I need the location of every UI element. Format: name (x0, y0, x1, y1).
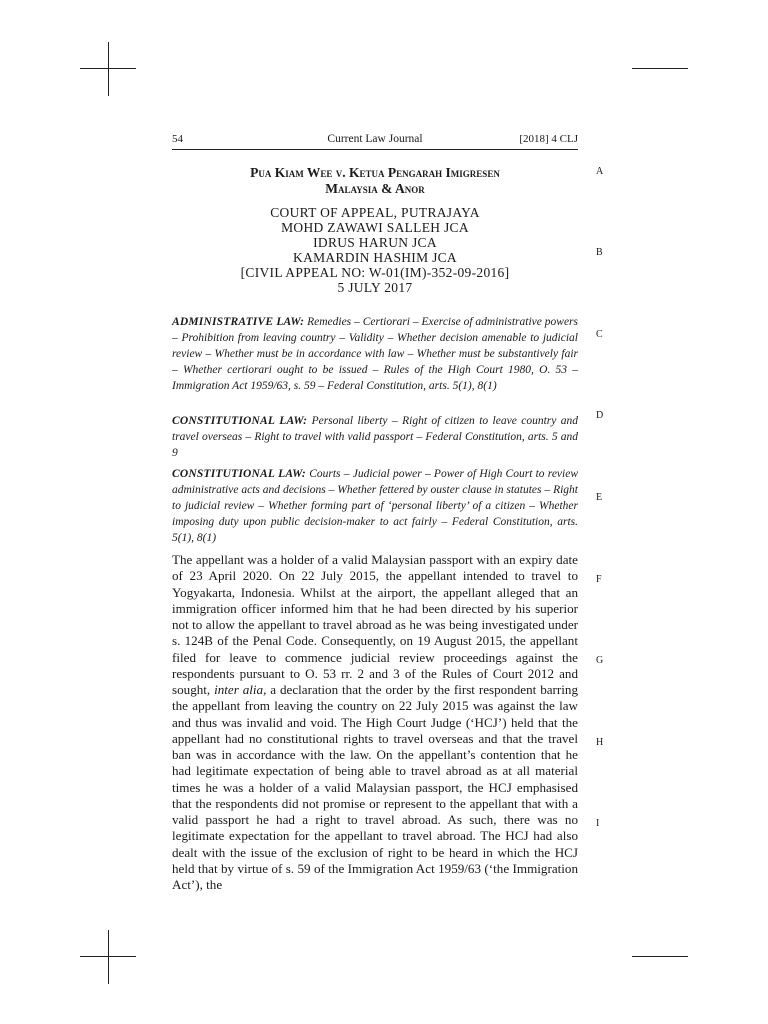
catchword-paragraph-3 (172, 466, 578, 546)
header-rule (172, 149, 578, 150)
case-title-line-2: Malaysia & Anor (325, 181, 425, 196)
catchword-text: Personal liberty – Right of citizen to leave country and travel overseas – Right to travel with valid passport – Federal Constitution, arts. 5 and 9 (172, 415, 579, 460)
margin-letter-d: D (596, 410, 604, 421)
running-header (172, 131, 578, 147)
body-text-part-2: , a declaration that the order by the first respondent barring the appellant from leaving the country on 22 July 2015 was against the law and thus was invalid and void. The High Court Judge (‘HCJ’) held that the appellant had no constitutional rights to travel overseas and that the travel ban was in accordance with the law. On the appellant’s contention that he had legitimate expectation of being able to travel abroad as at all material times he was a holder of a valid Malaysian passport, the HCJ emphasised that the respondents did not promise or represent to the appellant that with a valid passport he had a right to travel abroad. As such, there was no legitimate expectation for the appellant to travel abroad. The HCJ had also dealt with the issue of the exclusion of right to be heard in which the HCJ held that by virtue of s. 59 of the Immigration Act 1959/63 (‘the Immigration Act’), the (172, 682, 578, 892)
catchword-heading: ADMINISTRATIVE LAW: (172, 316, 305, 328)
margin-letter-e: E (596, 492, 603, 503)
catchword-text: Remedies – Certiorari – Exercise of administrative powers – Prohibition from leaving country – Validity – Whether decision amenable to judicial review – Whether must be in accordance with law – Whether must be substantively fair – Whether certiorari ought to be issued – Rules of the High Court 1980, O. 53 – Immigration Act 1959/63, s. 59 – Federal Constitution, arts. 5(1), 8(1) (172, 316, 578, 393)
citation: [2018] 4 CLJ (519, 133, 578, 145)
crop-mark-top-right-horizontal (632, 68, 688, 69)
body-text-part-1: The appellant was a holder of a valid Malaysian passport with an expiry date of 23 April 2020. On 22 July 2015, the appellant intended to travel to Yogyakarta, Indonesia. Whilst at the airport, the appellant alleged that an immigration officer informed him that he had been directed by his superior not to allow the appellant to travel abroad as he was being investigated under s. 124B of the Penal Code. Consequently, on 19 August 2015, the appellant filed for leave to commence judicial review proceedings against the respondents pursuant to O. 53 rr. 2 and 3 of the Rules of Court 2012 and sought, (172, 552, 578, 697)
judge-3: KAMARDIN HASHIM JCA (293, 250, 457, 265)
catchword-paragraph-2 (172, 413, 578, 461)
catchword-heading: CONSTITUTIONAL LAW: (172, 468, 306, 480)
crop-mark-bottom-left-vertical (108, 930, 109, 984)
margin-letter-c: C (596, 329, 603, 340)
judge-1: MOHD ZAWAWI SALLEH JCA (281, 220, 469, 235)
case-title-line-1: Pua Kiam Wee v. Ketua Pengarah Imigresen (250, 165, 500, 180)
margin-letter-h: H (596, 737, 604, 748)
catchword-text: Courts – Judicial power – Power of High Court to review administrative acts and decisions – Whether fettered by ouster clause in statutes – Right to judicial review – Whether forming part of ‘personal liberty’ of a citizen – Whether imposing duty upon public decision-maker to act fairly – Federal Constitution, arts. 5(1), 8(1) (172, 468, 579, 545)
margin-letter-f: F (596, 574, 602, 585)
headnote-body (172, 552, 578, 893)
crop-mark-top-left-vertical (108, 42, 109, 96)
margin-letter-g: G (596, 655, 604, 666)
page-number: 54 (172, 133, 183, 145)
catchword-heading: CONSTITUTIONAL LAW: (172, 415, 308, 427)
court-name: COURT OF APPEAL, PUTRAJAYA (270, 205, 480, 220)
margin-letter-b: B (596, 247, 603, 258)
body-italic-phrase: inter alia (214, 682, 264, 697)
margin-letter-a: A (596, 166, 604, 177)
margin-letter-i: I (596, 818, 600, 829)
crop-mark-bottom-right-horizontal (632, 956, 688, 957)
judge-2: IDRUS HARUN JCA (313, 235, 437, 250)
journal-title: Current Law Journal (327, 133, 423, 145)
judgment-date: 5 JULY 2017 (337, 280, 413, 295)
appeal-number: [CIVIL APPEAL NO: W-01(IM)-352-09-2016] (240, 265, 510, 280)
catchword-paragraph-1 (172, 314, 578, 394)
